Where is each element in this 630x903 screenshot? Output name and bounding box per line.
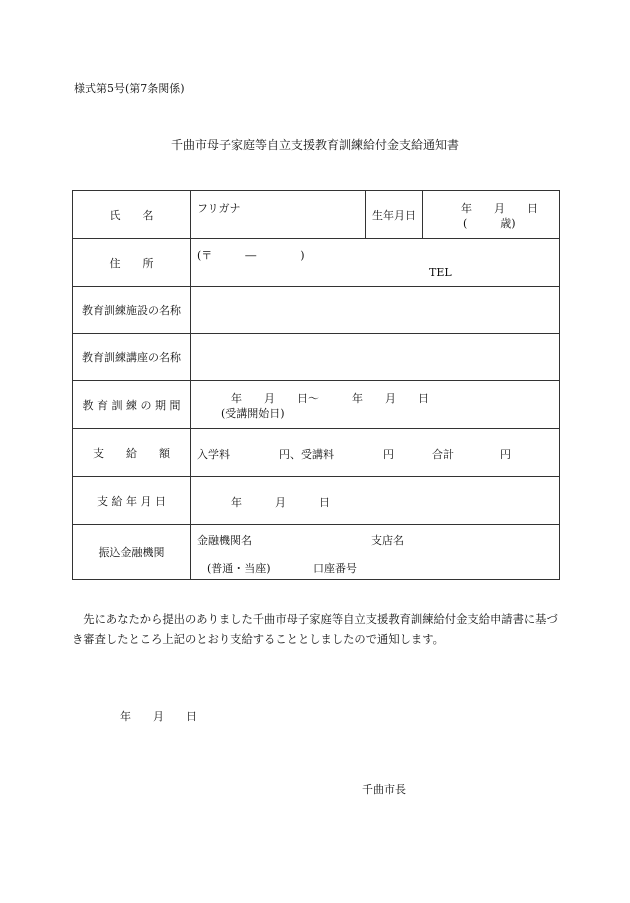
account-number-label: 口座番号 xyxy=(313,562,357,575)
signer-name: 千曲市長 xyxy=(362,783,406,796)
paydate-ymd: 年 月 日 xyxy=(231,496,330,509)
row-course xyxy=(73,334,560,381)
birth-ymd: 年 月 日 xyxy=(461,202,538,215)
row-name xyxy=(73,191,560,239)
notice-table xyxy=(72,190,560,580)
period-note: (受講開始日) xyxy=(221,407,285,420)
age-field: ( 歳) xyxy=(463,217,516,230)
enrollment-fee-label: 入学料 xyxy=(197,448,230,461)
facility-cell xyxy=(191,287,560,334)
birthdate-cell xyxy=(423,191,560,239)
row-period xyxy=(73,381,560,429)
branch-name-label: 支店名 xyxy=(371,534,404,547)
period-label: 教 育 訓 練 の 期 間 xyxy=(73,381,191,429)
course-label: 教育訓練講座の名称 xyxy=(73,334,191,381)
tel-label: TEL xyxy=(429,266,452,279)
postal-code: (〒 ― ) xyxy=(197,249,305,262)
total-yen: 円 xyxy=(500,448,511,461)
birthdate-label: 生年月日 xyxy=(366,191,423,239)
course-fee-yen: 円 xyxy=(383,448,394,461)
furigana-label: フリガナ xyxy=(197,202,241,215)
amount-cell xyxy=(191,429,560,477)
issue-date: 年 月 日 xyxy=(120,710,197,723)
facility-label: 教育訓練施設の名称 xyxy=(73,287,191,334)
form-number: 様式第5号(第7条関係) xyxy=(74,82,185,95)
period-cell xyxy=(191,381,560,429)
address-label: 住 所 xyxy=(73,239,191,287)
bank-label: 振込金融機関 xyxy=(73,525,191,580)
amount-label: 支 給 額 xyxy=(73,429,191,477)
row-paydate xyxy=(73,477,560,525)
course-fee-label: 円、受講料 xyxy=(279,448,334,461)
period-text: 年 月 日～ 年 月 日 xyxy=(231,392,429,405)
total-label: 合計 xyxy=(432,448,454,461)
course-cell xyxy=(191,334,560,381)
paydate-cell xyxy=(191,477,560,525)
bank-name-label: 金融機関名 xyxy=(197,534,252,547)
bank-cell xyxy=(191,525,560,580)
row-amount xyxy=(73,429,560,477)
notice-body-text: 先にあなたから提出のありました千曲市母子家庭等自立支援教育訓練給付金支給申請書に基づき審査したところ上記のとおり支給することとしましたので通知します。 xyxy=(72,613,558,646)
name-cell xyxy=(191,191,366,239)
row-bank xyxy=(73,525,560,580)
address-cell xyxy=(191,239,560,287)
account-type-label: (普通・当座) xyxy=(207,562,271,575)
paydate-label: 支 給 年 月 日 xyxy=(73,477,191,525)
document-title: 千曲市母子家庭等自立支援教育訓練給付金支給通知書 xyxy=(170,138,459,152)
name-label: 氏 名 xyxy=(73,191,191,239)
row-address xyxy=(73,239,560,287)
row-facility xyxy=(73,287,560,334)
